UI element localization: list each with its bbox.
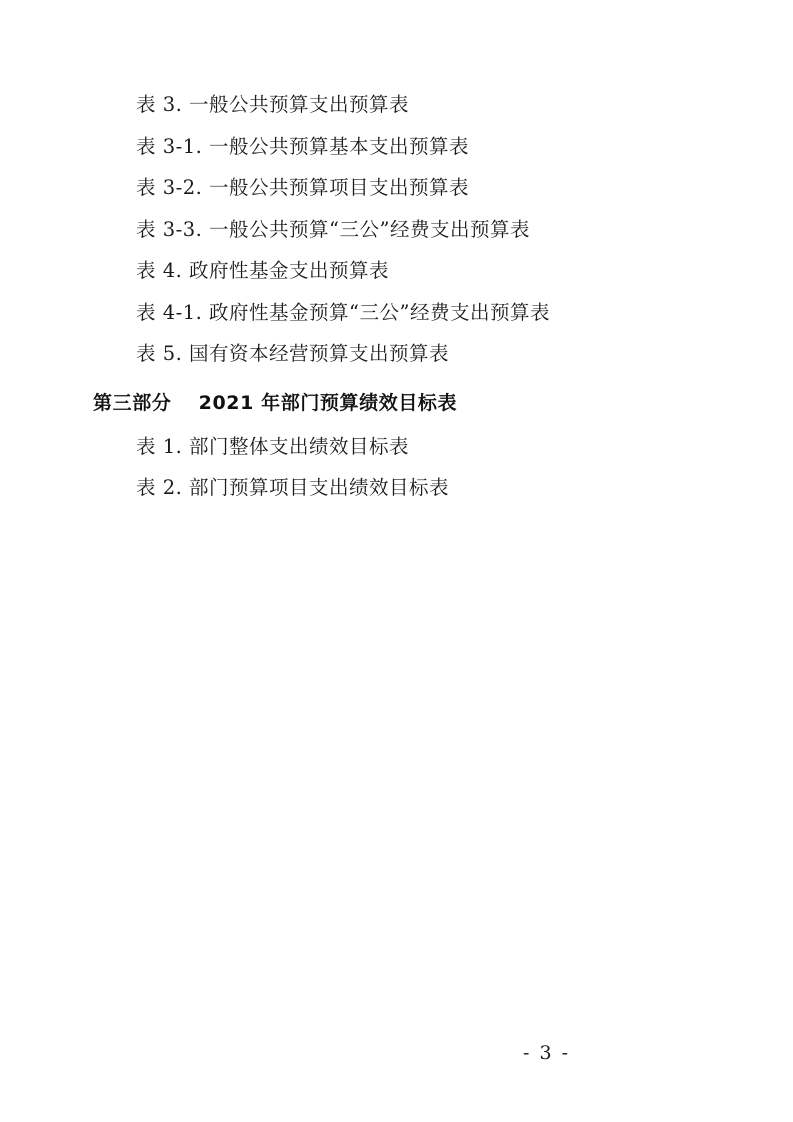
toc-entry-number: 表 2. [136,476,183,499]
toc-entry [90,261,703,281]
toc-entry-number: 表 3-1. [136,134,203,158]
section-heading-part-three [90,391,703,414]
toc-entry [90,95,703,115]
toc-entry [90,217,703,241]
toc-entry [90,134,703,158]
section-label: 第三部分 [93,391,172,414]
toc-entry-title: 一般公共预算“三公”经费支出预算表 [209,217,530,241]
toc-entry [90,178,703,198]
page-number-text: - 3 - [522,1042,570,1064]
toc-entry-title: 一般公共预算基本支出预算表 [209,134,470,158]
toc-entry [90,434,703,458]
toc-entry [90,478,703,498]
toc-entry-title: 一般公共预算项目支出预算表 [209,176,470,199]
toc-entry-number: 表 1. [136,434,183,458]
toc-entry-number: 表 4-1. [136,300,203,324]
toc-entry-number: 表 3-2. [136,176,203,199]
page-number [0,1042,793,1064]
toc-entry-title: 政府性基金支出预算表 [189,259,390,282]
toc-entry [90,300,703,324]
toc-list-part-three [90,434,703,499]
toc-entry-title: 一般公共预算支出预算表 [189,93,410,116]
toc-entry-number: 表 4. [136,259,183,282]
toc-entry-title: 部门整体支出绩效目标表 [189,434,410,458]
toc-entry-number: 表 3. [136,93,183,116]
section-title: 2021 年部门预算绩效目标表 [198,391,458,414]
toc-entry-title: 国有资本经营预算支出预算表 [189,342,450,365]
toc-list-part-two [90,95,703,364]
toc-entry-number: 表 5. [136,342,183,365]
toc-entry-number: 表 3-3. [136,217,203,241]
toc-entry [90,344,703,364]
toc-entry-title: 政府性基金预算“三公”经费支出预算表 [209,300,550,324]
toc-entry-title: 部门预算项目支出绩效目标表 [189,476,450,499]
